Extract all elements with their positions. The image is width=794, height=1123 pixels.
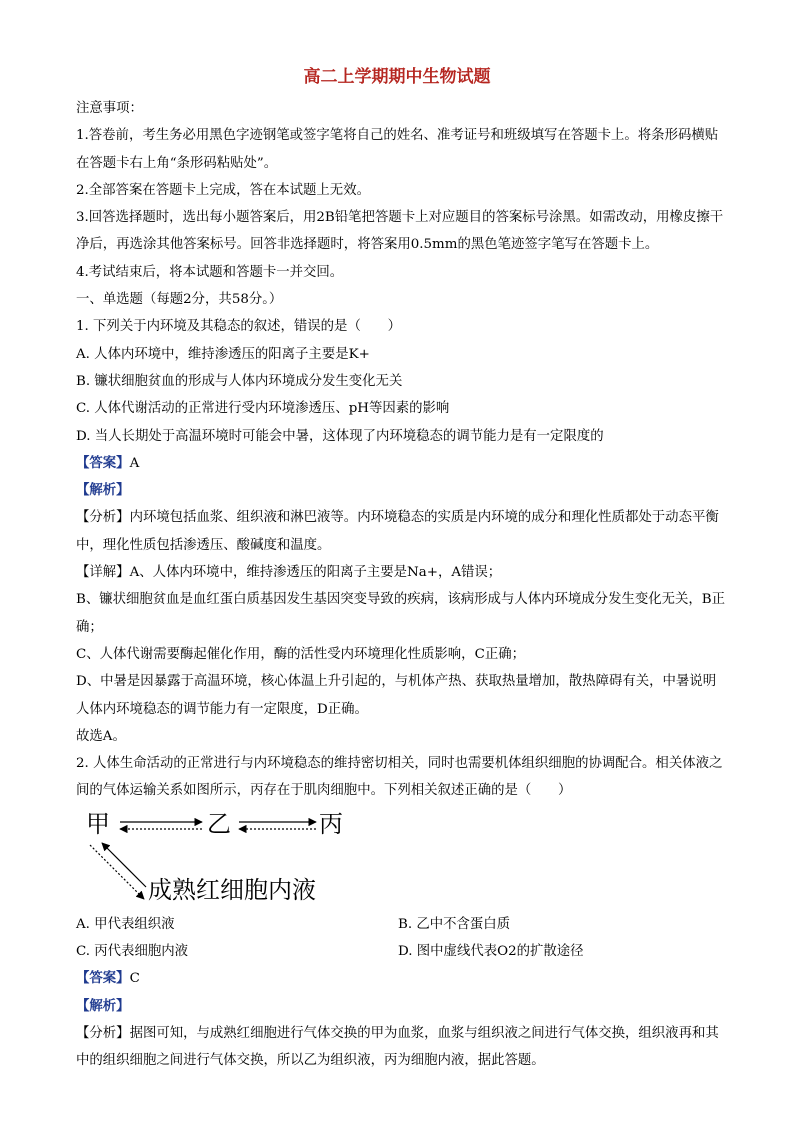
q2-answer: C bbox=[129, 971, 140, 987]
arrow-rbc-to-jia-solid bbox=[102, 843, 146, 887]
q1-fenxi-text: 内环境包括血浆、组织液和淋巴液等。内环境稳态的实质是内环境的成分和理化性质都处于动态平衡中，理化性质包括渗透压、酸碱度和温度。 bbox=[76, 510, 719, 553]
q1-option-b: B. 镰状细胞贫血的形成与人体内环境成分发生变化无关 bbox=[76, 373, 403, 389]
label-yi: 乙 bbox=[207, 809, 231, 838]
q1-detail-b: B、镰状细胞贫血是血红蛋白质基因发生基因突变导致的疾病，该病形成与人体内环境成分发生变化无关，B正确； bbox=[76, 592, 726, 635]
notes-heading: 注意事项： bbox=[76, 101, 143, 116]
q2-fenxi-text: 据图可知，与成熟红细胞进行气体交换的甲为血浆，血浆与组织液之间进行气体交换，组织液再和其中的组织细胞之间进行气体交换，所以乙为组织液，丙为细胞内液，据此答题。 bbox=[76, 1025, 719, 1069]
q1-detail-c: C、人体代谢需要酶起催化作用，酶的活性受内环境理化性质影响，C正确； bbox=[76, 646, 525, 662]
q1-fenxi bbox=[76, 504, 728, 559]
answer-label: 【答案】 bbox=[76, 454, 130, 471]
fenxi-label: 【分析】 bbox=[76, 1025, 130, 1041]
note-item: 4.考试结束后，将本试题和答题卡一并交回。 bbox=[76, 264, 344, 280]
q2-option-a: A. 甲代表组织液 bbox=[76, 916, 175, 932]
label-jia: 甲 bbox=[86, 809, 110, 838]
q1-detail-d: D、中暑是因暴露于高温环境，核心体温上升引起的，与机体产热、获取热量增加，散热障碍有关，中暑说明人体内环境稳态的调节能力有一定限度，D正确。 bbox=[76, 674, 717, 717]
q2-option-c: C. 丙代表细胞内液 bbox=[76, 944, 189, 960]
answer-label: 【答案】 bbox=[76, 970, 130, 987]
q1-option-d: D. 当人长期处于高温环境时可能会中暑，这体现了内环境稳态的调节能力是有一定限度的 bbox=[76, 428, 604, 444]
section-heading: 一、单选题（每题2分，共58分。） bbox=[76, 292, 283, 308]
q2-fenxi bbox=[76, 1020, 728, 1075]
fenxi-label: 【分析】 bbox=[76, 510, 130, 526]
label-bing: 丙 bbox=[319, 809, 343, 838]
q2-option-d: D. 图中虚线代表O2的扩散途径 bbox=[398, 944, 584, 960]
q2-analysis-label: 【解析】 bbox=[76, 997, 130, 1014]
q2-options-row-1 bbox=[76, 911, 728, 938]
q1-option-c: C. 人体代谢活动的正常进行受内环境渗透压、pH等因素的影响 bbox=[76, 401, 450, 417]
q1-analysis-label: 【解析】 bbox=[76, 482, 130, 499]
q1-answer-line bbox=[76, 450, 728, 477]
q1-detail-a bbox=[76, 559, 728, 586]
q1-stem: 1. 下列关于内环境及其稳态的叙述，错误的是（ ） bbox=[76, 319, 402, 335]
arrow-jia-to-rbc-dotted bbox=[90, 845, 144, 899]
document-body bbox=[76, 95, 728, 1075]
q1-detail-a-text: A、人体内环境中，维持渗透压的阳离子主要是Na+，A错误； bbox=[129, 565, 502, 581]
page-title: 高二上学期期中生物试题 bbox=[303, 67, 491, 87]
q1-answer: A bbox=[129, 455, 140, 471]
q2-option-b: B. 乙中不含蛋白质 bbox=[398, 916, 511, 932]
q1-conclusion: 故选A。 bbox=[76, 728, 126, 744]
q2-stem: 2. 人体生命活动的正常进行与内环境稳态的维持密切相关，同时也需要机体组织细胞的协调配合。相关体液之间的气体运输关系如图所示，丙存在于肌肉细胞中。下列相关叙述正确的是（ ） bbox=[76, 756, 723, 799]
gas-exchange-diagram bbox=[76, 807, 376, 907]
detail-label: 【详解】 bbox=[76, 565, 130, 581]
label-rbc-fluid: 成熟红细胞内液 bbox=[148, 875, 316, 904]
note-item: 1.答卷前，考生务必用黑色字迹钢笔或签字笔将自己的姓名、准考证号和班级填写在答题卡上。将条形码横贴在答题卡右上角“条形码粘贴处”。 bbox=[76, 128, 719, 171]
q2-answer-line bbox=[76, 965, 728, 992]
note-item: 3.回答选择题时，选出每小题答案后，用2B铅笔把答题卡上对应题目的答案标号涂黑。如需改动，用橡皮擦干净后，再选涂其他答案标号。回答非选择题时，将答案用0.5mm的黑色笔迹签字笔写在答题卡上。 bbox=[76, 210, 724, 253]
q2-options-row-2 bbox=[76, 938, 728, 965]
note-item: 2.全部答案在答题卡上完成，答在本试题上无效。 bbox=[76, 182, 370, 198]
q1-option-a: A. 人体内环境中，维持渗透压的阳离子主要是K+ bbox=[76, 346, 370, 362]
